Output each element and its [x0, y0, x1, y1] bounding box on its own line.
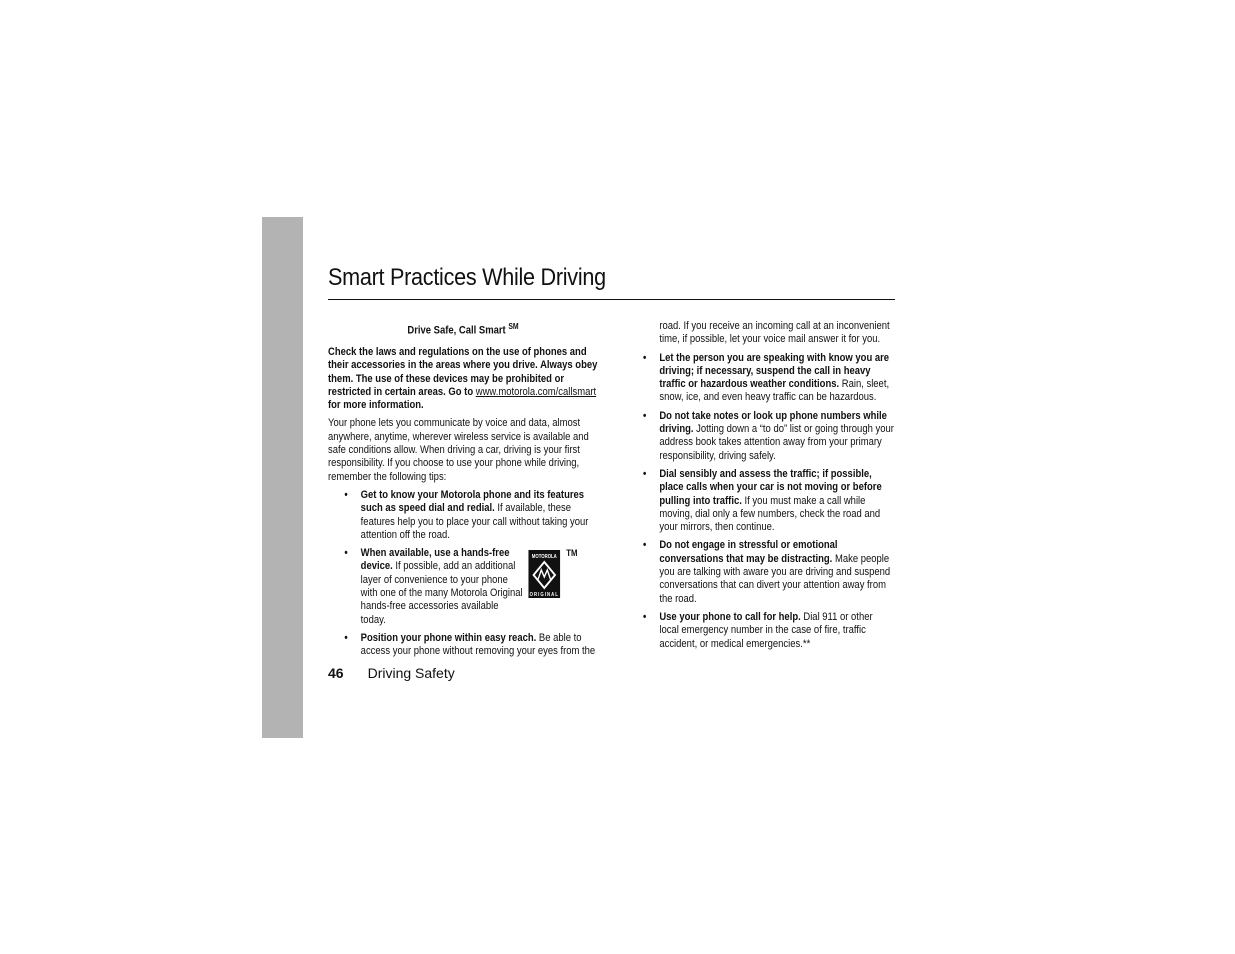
section-name: Driving Safety: [367, 665, 455, 681]
trademark-mark: TM: [566, 548, 578, 559]
tip-item: [344, 489, 598, 542]
laws-paragraph: [328, 346, 598, 412]
bullet: •: [344, 488, 348, 501]
bullet: •: [643, 409, 647, 422]
bullet: •: [344, 631, 348, 644]
tip-text: If available, these features help you to place your call without taking your attention off the road.: [360, 502, 589, 541]
side-tab-bar: [262, 217, 303, 738]
left-tip-list: [328, 489, 598, 659]
tip-item-handsfree: [344, 547, 598, 627]
intro-paragraph: Your phone lets you communicate by voice and data, almost anywhere, anytime, wherever wireless service is available and safe conditions allow. When driving a car, driving is your first responsibility. If you choose to use your phone while driving, remember the following tips:: [328, 417, 589, 483]
tip-bold: Dial sensibly and assess the traffic; if possible, place calls when your car is not moving or before pulling into traffic.: [659, 467, 882, 507]
bullet: •: [643, 610, 647, 623]
right-tip-list: [643, 352, 894, 651]
tip-item: [344, 632, 598, 659]
title-rule: [328, 299, 895, 300]
tip-bold: Let the person you are speaking with know you are driving; if necessary, suspend the call in heavy traffic or hazardous weather conditions.: [659, 351, 890, 391]
right-column: [643, 320, 894, 656]
tip-item: [643, 468, 894, 534]
logo-top-text: MOTOROLA: [531, 553, 557, 560]
bullet: •: [643, 539, 647, 552]
callsmart-heading: [328, 320, 598, 338]
tip-text: Make people you are talking with aware you are driving and suspend conversations that can divert your attention away from the road.: [659, 552, 891, 605]
left-column: [328, 320, 598, 663]
handsfree-text: [361, 547, 524, 627]
tip-bold: Do not take notes or look up phone numbers while driving.: [659, 409, 887, 436]
continuation-paragraph: road. If you receive an incoming call at an inconvenient time, if possible, let your voice mail answer it for you.: [659, 320, 890, 346]
bullet: •: [344, 547, 348, 560]
laws-bold-text: Check the laws and regulations on the use of phones and their accessories in the areas where you drive. Always obey them. The use of these devices may be prohibited or restricted in certain areas. Go to: [328, 345, 598, 398]
tip-item: [643, 410, 894, 463]
page-title: Smart Practices While Driving: [328, 264, 606, 291]
callsmart-link[interactable]: www.motorola.com/callsmart: [475, 385, 597, 398]
tip-item: [643, 539, 894, 605]
page-number: 46: [328, 665, 344, 681]
tip-text: Jotting down a “to do” list or going through your address book takes attention away from your primary responsibility, driving safely.: [659, 423, 894, 462]
laws-tail-text: for more information.: [328, 399, 424, 412]
tip-text: Dial 911 or other local emergency number in the case of fire, traffic accident, or medical emergencies.**: [659, 610, 873, 650]
tip-text: Rain, sleet, snow, ice, and even heavy traffic can be hazardous.: [659, 378, 890, 404]
tip-bold: Use your phone to call for help.: [659, 610, 801, 623]
tip-text: If possible, add an additional layer of convenience to your phone with one of the many Motorola Original hands-free accessories available today.: [360, 560, 523, 626]
tip-item: [643, 611, 894, 651]
tip-item: [643, 352, 894, 405]
bullet: •: [643, 351, 647, 364]
tip-bold: When available, use a hands-free device.: [360, 547, 510, 573]
callsmart-heading-text: Drive Safe, Call Smart: [407, 324, 506, 337]
logo-bottom-text: ORIGINAL: [529, 591, 559, 598]
service-mark: SM: [508, 322, 519, 331]
tip-text: If you must make a call while moving, dial only a few numbers, check the road and your mirrors, then continue.: [659, 494, 881, 534]
tip-text: Be able to access your phone without removing your eyes from the: [360, 631, 596, 658]
tip-bold: Do not engage in stressful or emotional conversations that may be distracting.: [659, 539, 838, 565]
tip-bold: Position your phone within easy reach.: [360, 631, 537, 644]
page-footer: [328, 665, 455, 681]
tip-bold: Get to know your Motorola phone and its features such as speed dial and redial.: [360, 488, 585, 515]
motorola-original-logo-icon: [528, 550, 560, 602]
bullet: •: [643, 467, 647, 480]
logo-svg: [528, 550, 560, 598]
